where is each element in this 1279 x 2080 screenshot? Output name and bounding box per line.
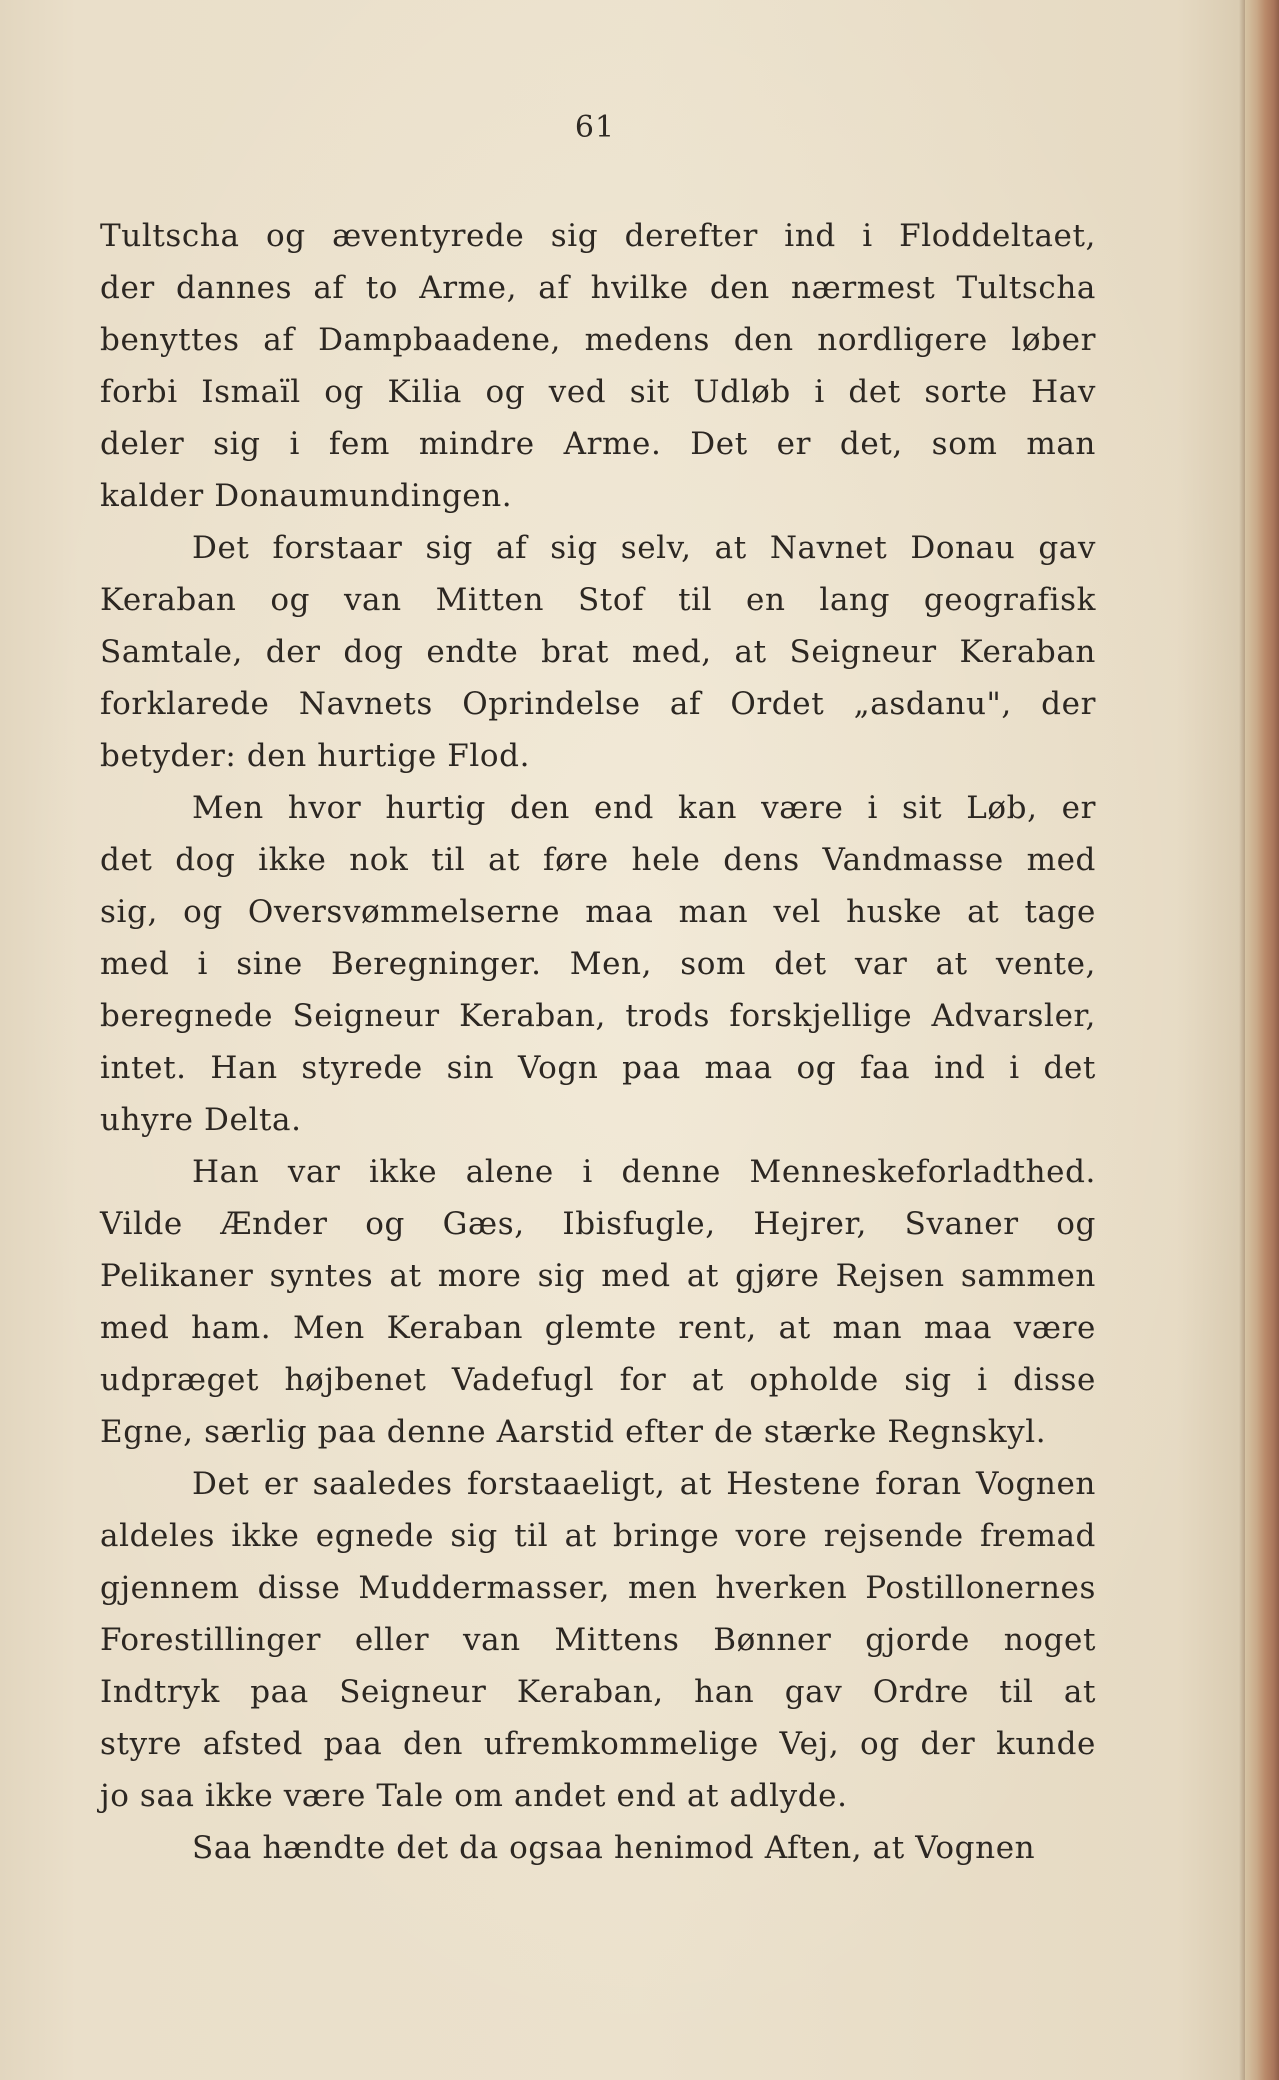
text-line: styre afsted paa den ufremkommelige Vej, og der kunde <box>100 1726 1096 1762</box>
text-line: sig, og Oversvømmelserne maa man vel huske at tage <box>100 894 1096 930</box>
text-line: Samtale, der dog endte brat med, at Seigneur Keraban <box>100 634 1096 670</box>
text-line: deler sig i fem mindre Arme. Det er det, som man <box>100 426 1096 462</box>
text-line: uhyre Delta. <box>100 1102 302 1138</box>
book-spine-edge <box>1245 0 1279 2080</box>
text-line: Egne, særlig paa denne Aarstid efter de stærke Regnskyl. <box>100 1414 1047 1450</box>
body-text <box>100 210 1096 1874</box>
page-number: 61 <box>574 110 616 145</box>
paragraph-first-line: Men hvor hurtig den end kan være i sit Løb, er <box>192 790 1096 826</box>
text-line: udpræget højbenet Vadefugl for at opholde sig i disse <box>100 1362 1096 1398</box>
text-line: Indtryk paa Seigneur Keraban, han gav Ordre til at <box>100 1674 1096 1710</box>
text-line: det dog ikke nok til at føre hele dens Vandmasse med <box>100 842 1096 878</box>
text-line: gjennem disse Muddermasser, men hverken Postillonernes <box>100 1570 1096 1606</box>
text-line: med i sine Beregninger. Men, som det var at vente, <box>100 946 1096 982</box>
paragraph-first-line: Saa hændte det da ogsaa henimod Aften, at Vognen <box>192 1830 1036 1866</box>
text-line: betyder: den hurtige Flod. <box>100 738 531 774</box>
text-line: Pelikaner syntes at more sig med at gjøre Rejsen sammen <box>100 1258 1096 1294</box>
text-line: forbi Ismaïl og Kilia og ved sit Udløb i det sorte Hav <box>100 374 1096 410</box>
paragraph-first-line: Det forstaar sig af sig selv, at Navnet Donau gav <box>192 530 1096 566</box>
text-line: Keraban og van Mitten Stof til en lang geografisk <box>100 582 1096 618</box>
text-line: benyttes af Dampbaadene, medens den nordligere løber <box>100 322 1096 358</box>
paragraph-first-line: Det er saaledes forstaaeligt, at Hestene foran Vognen <box>192 1466 1096 1502</box>
text-line: Tultscha og æventyrede sig derefter ind i Floddeltaet, <box>100 218 1096 254</box>
text-line: forklarede Navnets Oprindelse af Ordet „asdanu", der <box>100 686 1096 722</box>
text-line: beregnede Seigneur Keraban, trods forskjellige Advarsler, <box>100 998 1096 1034</box>
text-line: kalder Donaumundingen. <box>100 478 513 514</box>
text-line: aldeles ikke egnede sig til at bringe vore rejsende fremad <box>100 1518 1096 1554</box>
text-line: jo saa ikke være Tale om andet end at adlyde. <box>100 1778 848 1814</box>
text-line: med ham. Men Keraban glemte rent, at man maa være <box>100 1310 1096 1346</box>
text-line: intet. Han styrede sin Vogn paa maa og faa ind i det <box>100 1050 1096 1086</box>
text-line: Forestillinger eller van Mittens Bønner gjorde noget <box>100 1622 1096 1658</box>
paragraph-first-line: Han var ikke alene i denne Menneskeforladthed. <box>192 1154 1096 1190</box>
text-line: Vilde Ænder og Gæs, Ibisfugle, Hejrer, Svaner og <box>100 1206 1096 1242</box>
text-line: der dannes af to Arme, af hvilke den nærmest Tultscha <box>100 270 1096 306</box>
